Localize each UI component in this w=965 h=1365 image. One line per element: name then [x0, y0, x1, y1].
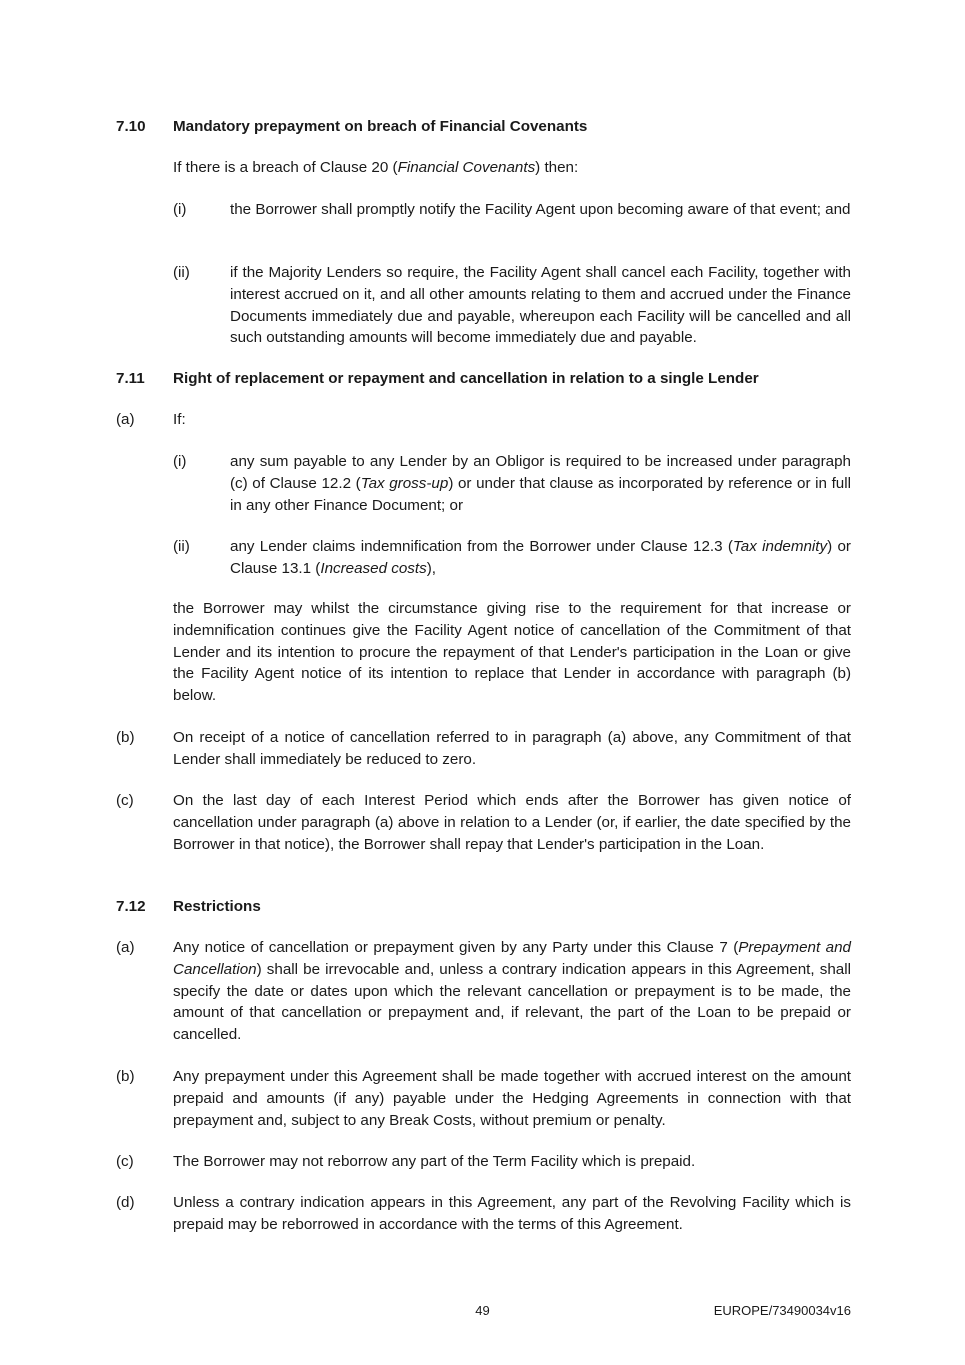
- paragraph-label: (b): [116, 1068, 135, 1085]
- paragraph-7-10-intro: If there is a breach of Clause 20 (Financial Covenants) then:: [173, 159, 579, 176]
- paragraph-text: If:: [173, 411, 186, 428]
- section-number-7-10: 7.10: [116, 118, 146, 135]
- item-label: (i): [173, 453, 187, 470]
- document-reference: EUROPE/73490034v16: [713, 1303, 851, 1318]
- paragraph-text: the Borrower may whilst the circumstance giving rise to the requirement for that increase or indemnification continues give the Facility Agent notice of cancellation of the Commitment of that Lender and its intention to procure the repayment of that Lender's participation in the Loan or give the Facility Agent notice of its intention to replace that Lender in accordance with paragraph (b) below.: [173, 600, 851, 705]
- paragraph-text: Unless a contrary indication appears in this Agreement, any part of the Revolving Facility which is prepaid may be reborrowed in accordance with the terms of this Agreement.: [173, 1194, 851, 1233]
- item-label: (ii): [173, 264, 190, 281]
- paragraph-text: On receipt of a notice of cancellation referred to in paragraph (a) above, any Commitment of that Lender shall immediately be reduced to zero.: [173, 729, 851, 768]
- paragraph-label: (a): [116, 939, 135, 956]
- paragraph-label: (d): [116, 1194, 135, 1211]
- item-label: (ii): [173, 538, 190, 555]
- section-title-7-10: Mandatory prepayment on breach of Financial Covenants: [173, 118, 588, 135]
- paragraph-label: (c): [116, 792, 134, 809]
- page-number: 49: [475, 1303, 490, 1318]
- paragraph-label: (c): [116, 1153, 134, 1170]
- item-text: any Lender claims indemnification from the Borrower under Clause 12.3 (Tax indemnity) or Clause 13.1 (Increased costs),: [230, 538, 851, 577]
- paragraph-text: The Borrower may not reborrow any part of the Term Facility which is prepaid.: [173, 1153, 696, 1170]
- section-title-7-11: Right of replacement or repayment and cancellation in relation to a single Lender: [173, 370, 759, 387]
- section-title-7-12: Restrictions: [173, 898, 261, 915]
- item-text: any sum payable to any Lender by an Obligor is required to be increased under paragraph (c) of Clause 12.2 (Tax gross-up) or under that clause as incorporated by reference or in full in any other Finance Document; or: [230, 453, 851, 514]
- paragraph-label: (b): [116, 729, 135, 746]
- paragraph-text: Any prepayment under this Agreement shall be made together with accrued interest on the amount prepaid and amounts (if any) payable under the Hedging Agreements in connection with that prepayment and, subject to any Break Costs, without premium or penalty.: [173, 1068, 851, 1129]
- section-number-7-12: 7.12: [116, 898, 146, 915]
- paragraph-text: Any notice of cancellation or prepayment given by any Party under this Clause 7 (Prepayment and Cancellation) shall be irrevocable and, unless a contrary indication appears in this Agreement, shall specify the date or dates upon which the relevant cancellation or prepayment is to be made, the amount of that cancellation or prepayment and, if relevant, the part of the Loan to be prepaid or cancelled.: [173, 939, 851, 1044]
- item-label: (i): [173, 201, 187, 218]
- item-text: if the Majority Lenders so require, the Facility Agent shall cancel each Facility, together with interest accrued on it, and all other amounts relating to them and accrued under the Finance Documents immediately due and payable, whereupon each Facility will be cancelled and all such outstanding amounts will become immediately due and payable.: [230, 264, 851, 347]
- paragraph-text: On the last day of each Interest Period which ends after the Borrower has given notice of cancellation under paragraph (a) above in relation to a Lender (or, if earlier, the date specified by the Borrower in that notice), the Borrower shall repay that Lender's participation in the Loan.: [173, 792, 851, 853]
- item-text: the Borrower shall promptly notify the Facility Agent upon becoming aware of that event; and: [230, 201, 851, 218]
- paragraph-label: (a): [116, 411, 135, 428]
- section-number-7-11: 7.11: [116, 370, 145, 387]
